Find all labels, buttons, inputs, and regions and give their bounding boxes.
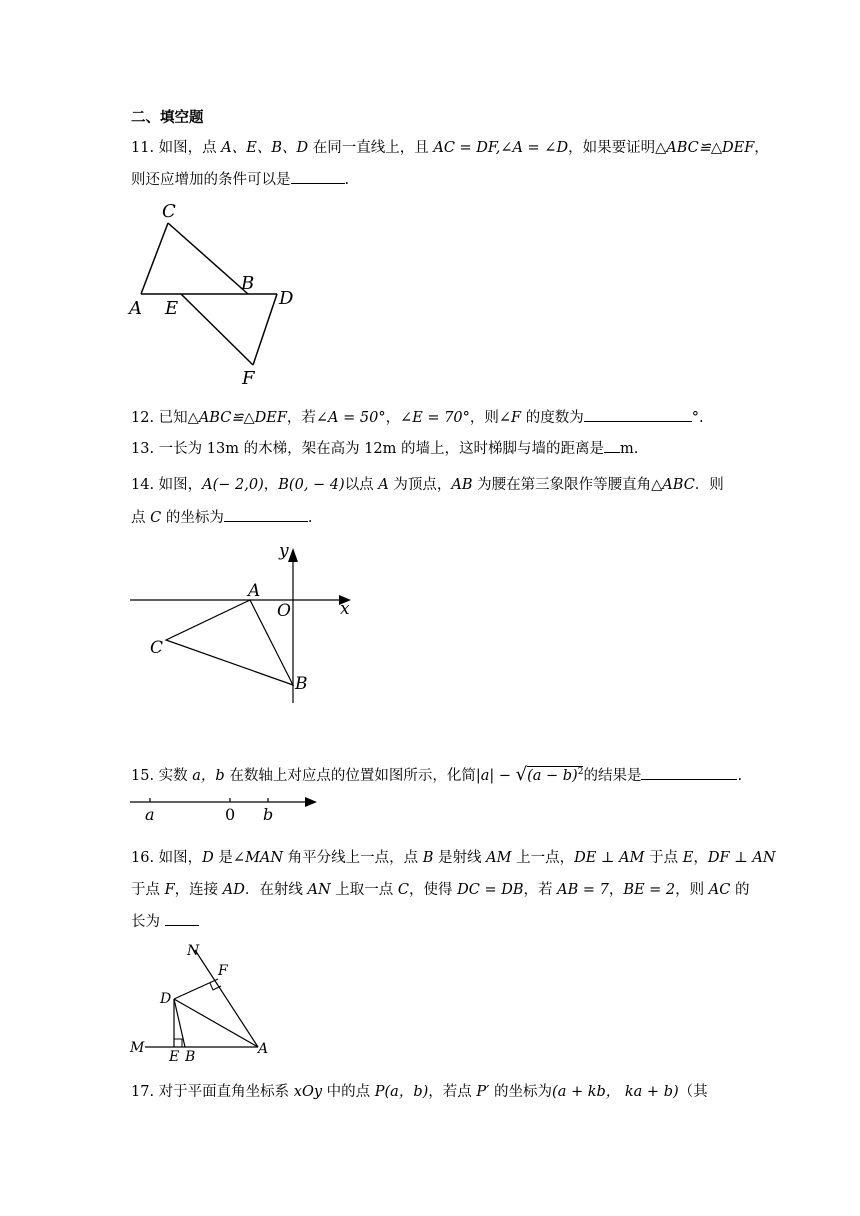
answer-blank[interactable] — [584, 409, 692, 422]
q14-figure — [125, 540, 365, 710]
q11-line2: 则还应增加的条件可以是 . — [131, 172, 350, 188]
q16-line2: 于点 F，连接 AD．在射线 AN 上取一点 C，使得 DC = DB，若 AB = 7，BE = 2，则 AC 的 — [131, 882, 750, 898]
q13-line: 13. 一长为 13m 的木梯，架在高为 12m 的墙上，这时梯脚与墙的距离是 m. — [131, 441, 639, 457]
q16-line3: 长为 — [131, 910, 199, 931]
q16-figure — [125, 935, 285, 1065]
label-n: N — [187, 943, 200, 959]
answer-blank[interactable] — [641, 767, 737, 780]
label-e: E — [165, 298, 179, 319]
q15-line: 15. 实数 a，b 在数轴上对应点的位置如图所示，化简$|a| - √(a - b)^2$的结果是 . — [131, 764, 743, 785]
label-f: F — [242, 368, 255, 389]
label-f: F — [218, 963, 228, 979]
label-y: y — [279, 541, 289, 561]
label-c: C — [162, 201, 176, 222]
label-m: M — [130, 1040, 145, 1056]
label-a: A — [258, 1041, 269, 1057]
q17-line: 17. 对于平面直角坐标系 xOy 中的点 P(a，b)，若点 P′ 的坐标为(a + kb， ka + b)（其 — [131, 1084, 708, 1100]
q12-line: 12. 已知△ABC≌△DEF，若∠A = 50°，∠E = 70°，则∠F 的度数为 °. — [131, 410, 704, 426]
label-b: B — [241, 273, 255, 294]
label-b: b — [263, 805, 274, 824]
q16-line1: 16. 如图，D 是∠MAN 角平分线上一点，点 B 是射线 AM 上一点，DE ⊥ AM 于点 E，DF ⊥ AN — [131, 850, 776, 866]
label-a: a — [145, 805, 155, 824]
q11-figure — [125, 198, 305, 393]
q11-line1: 11. 如图，点 A、E、B、D 在同一直线上，且 AC = DF,∠A = ∠D，如果要证明△ABC≌△DEF， — [131, 140, 769, 156]
section-title: 二、填空题 — [131, 110, 204, 126]
label-e: E — [169, 1049, 180, 1065]
label-a: A — [248, 581, 261, 601]
label-d: D — [160, 991, 172, 1007]
answer-blank[interactable] — [165, 913, 199, 926]
q15-number-line — [125, 790, 325, 824]
label-b: B — [295, 674, 308, 694]
label-a: A — [129, 298, 142, 319]
label-o: O — [277, 601, 291, 621]
q14-line2: 点 C 的坐标为 . — [131, 510, 313, 526]
label-zero: 0 — [225, 805, 236, 824]
label-x: x — [340, 599, 350, 619]
q14-line1: 14. 如图，A(− 2,0)，B(0, − 4)以点 A 为顶点，AB 为腰在第三象限作等腰直角△ABC．则 — [131, 477, 724, 493]
label-d: D — [279, 288, 294, 309]
answer-blank[interactable] — [291, 171, 345, 184]
answer-blank[interactable] — [224, 509, 308, 522]
answer-blank[interactable] — [604, 440, 620, 453]
label-c: C — [150, 638, 164, 658]
label-b: B — [185, 1049, 196, 1065]
